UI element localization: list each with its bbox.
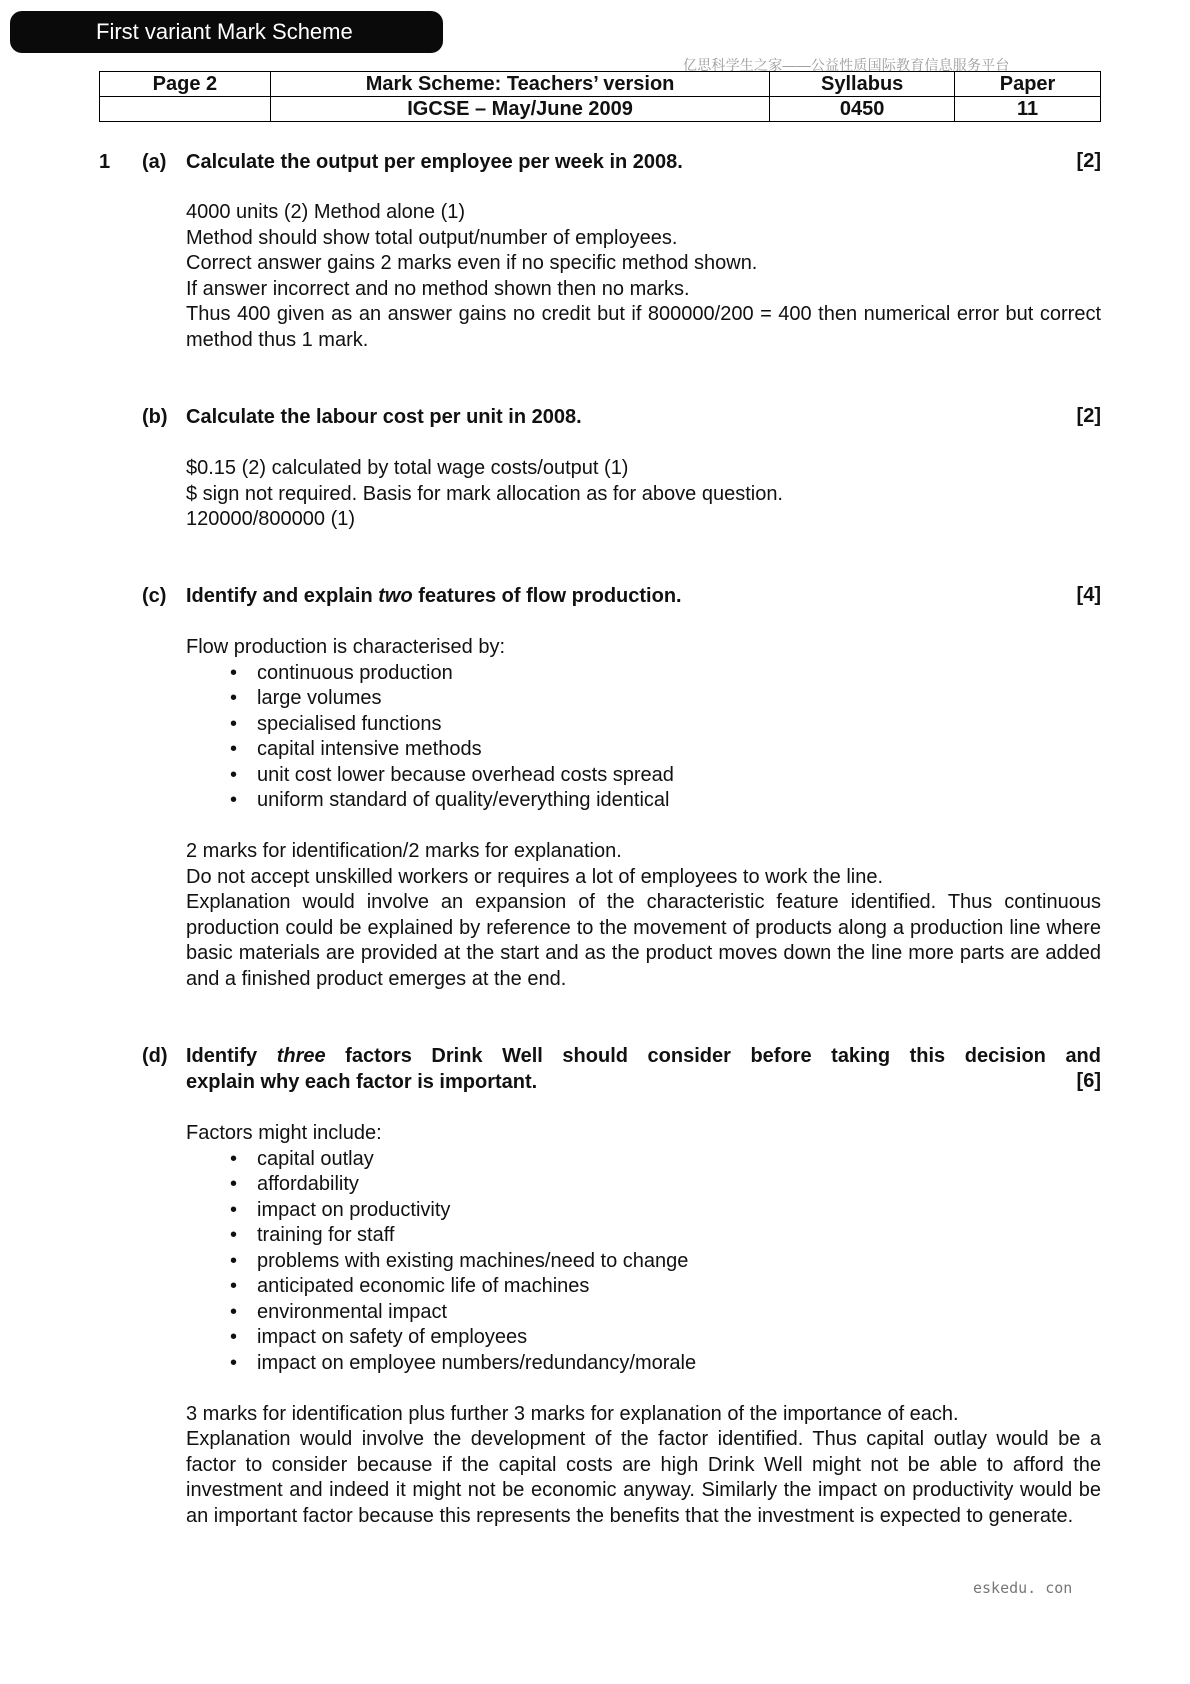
part-b-answer (186, 456, 1101, 533)
header-syllabus-code: 0450 (770, 97, 955, 122)
part-c-after: Do not accept unskilled workers or requires a lot of employees to work the line. (186, 865, 884, 888)
header-paper-number: 11 (955, 97, 1101, 122)
part-a-label: (a) (142, 151, 167, 173)
part-c-marks: [4] (1076, 584, 1101, 606)
part-b-line: $ sign not required. Basis for mark allocation as for above question. (186, 482, 783, 505)
bullet-item: • problems with existing machines/need to change (186, 1249, 1101, 1275)
header-row-1 (100, 72, 1101, 97)
part-d-question-line-1 (186, 1044, 1101, 1070)
part-c-label: (c) (142, 585, 167, 607)
part-c-question (186, 584, 1101, 610)
part-d-marks: [6] (1076, 1070, 1101, 1092)
part-b-label: (b) (142, 406, 168, 428)
header-exam: IGCSE – May/June 2009 (270, 97, 769, 122)
header-page: Page 2 (100, 72, 271, 97)
bullet-item: • unit cost lower because overhead costs spread (186, 763, 1101, 789)
bullet-item: • continuous production (186, 661, 1101, 687)
part-d-answer (186, 1121, 1101, 1529)
bullet-item: • impact on productivity (186, 1198, 1101, 1224)
part-a-line: Thus 400 given as an answer gains no credit but if 800000/200 = 400 then numerical error but correct method thus 1 mark. (186, 303, 1101, 351)
part-a-marks: [2] (1076, 150, 1101, 172)
bullet-item: • impact on employee numbers/redundancy/morale (186, 1351, 1101, 1377)
bullet-item: • capital intensive methods (186, 737, 1101, 763)
bullet-item: • environmental impact (186, 1300, 1101, 1326)
bullet-item: • specialised functions (186, 712, 1101, 738)
part-a-line: 4000 units (2) Method alone (1) (186, 201, 466, 223)
header-syllabus-label: Syllabus (770, 72, 955, 97)
part-d-question-post: factors Drink Well should consider before taking this decision and (325, 1045, 1101, 1067)
part-c-bullet-list (186, 661, 1101, 814)
part-c-question-pre: Identify and explain (186, 585, 379, 607)
part-d-after: 3 marks for identification plus further 3 marks for explanation of the importance of each. (186, 1402, 959, 1425)
part-a-line: Method should show total output/number of employees. (186, 226, 678, 249)
part-c-question-post: features of flow production. (412, 585, 682, 607)
part-c-question-em: two (378, 585, 413, 607)
part-c-answer (186, 635, 1101, 992)
part-c-after: Explanation would involve an expansion of the characteristic feature identified. Thus continuous production could be explained by reference to the movement of products along a production line where basic materials are provided at the start and as the product moves down the line more parts are added and a finished product emerges at the end. (186, 891, 1101, 990)
part-d-question (186, 1044, 1101, 1095)
part-c-intro: Flow production is characterised by: (186, 636, 506, 658)
part-b-question: Calculate the labour cost per unit in 2008. (186, 406, 582, 428)
header-empty-cell (100, 97, 271, 122)
part-d-question-line-2: explain why each factor is important. (186, 1070, 538, 1093)
watermark-text: 亿思科学生之家——公益性质国际教育信息服务平台 (683, 57, 1010, 73)
bullet-item: • anticipated economic life of machines (186, 1274, 1101, 1300)
header-paper-label: Paper (955, 72, 1101, 97)
part-d-label: (d) (142, 1045, 168, 1067)
bullet-item: • capital outlay (186, 1147, 1101, 1173)
part-d-after: Explanation would involve the development of the factor identified. Thus capital outlay would be a factor to consider because if the capital costs are high Drink Well might not be able to afford the investment and indeed it might not be economic anyway. Similarly the impact on productivity would be an important factor because this represents the benefits that the investment is expected to generate. (186, 1428, 1101, 1527)
bullet-item: • impact on safety of employees (186, 1325, 1101, 1351)
bullet-item: • large volumes (186, 686, 1101, 712)
part-d-question-em: three (276, 1045, 326, 1067)
part-a-answer (186, 200, 1101, 353)
bullet-item: • affordability (186, 1172, 1101, 1198)
part-a-line: Correct answer gains 2 marks even if no specific method shown. (186, 252, 758, 274)
bullet-item: • uniform standard of quality/everything identical (186, 788, 1101, 814)
part-d-question-pre: Identify (186, 1045, 277, 1067)
part-b-line: 120000/800000 (1) (186, 508, 356, 530)
question-number: 1 (99, 151, 111, 173)
variant-banner: First variant Mark Scheme (10, 11, 443, 53)
header-table (99, 71, 1101, 122)
part-a-line: If answer incorrect and no method shown then no marks. (186, 277, 690, 300)
header-row-2 (100, 97, 1101, 122)
part-d-bullet-list (186, 1147, 1101, 1377)
part-d-intro: Factors might include: (186, 1122, 382, 1144)
part-a-question: Calculate the output per employee per week in 2008. (186, 151, 683, 173)
footer-site-text: eskedu. con (973, 1579, 1073, 1597)
bullet-item: • training for staff (186, 1223, 1101, 1249)
part-b-marks: [2] (1076, 405, 1101, 427)
header-title: Mark Scheme: Teachers’ version (270, 72, 769, 97)
part-c-after: 2 marks for identification/2 marks for explanation. (186, 840, 622, 862)
part-b-line: $0.15 (2) calculated by total wage costs/output (1) (186, 457, 629, 479)
